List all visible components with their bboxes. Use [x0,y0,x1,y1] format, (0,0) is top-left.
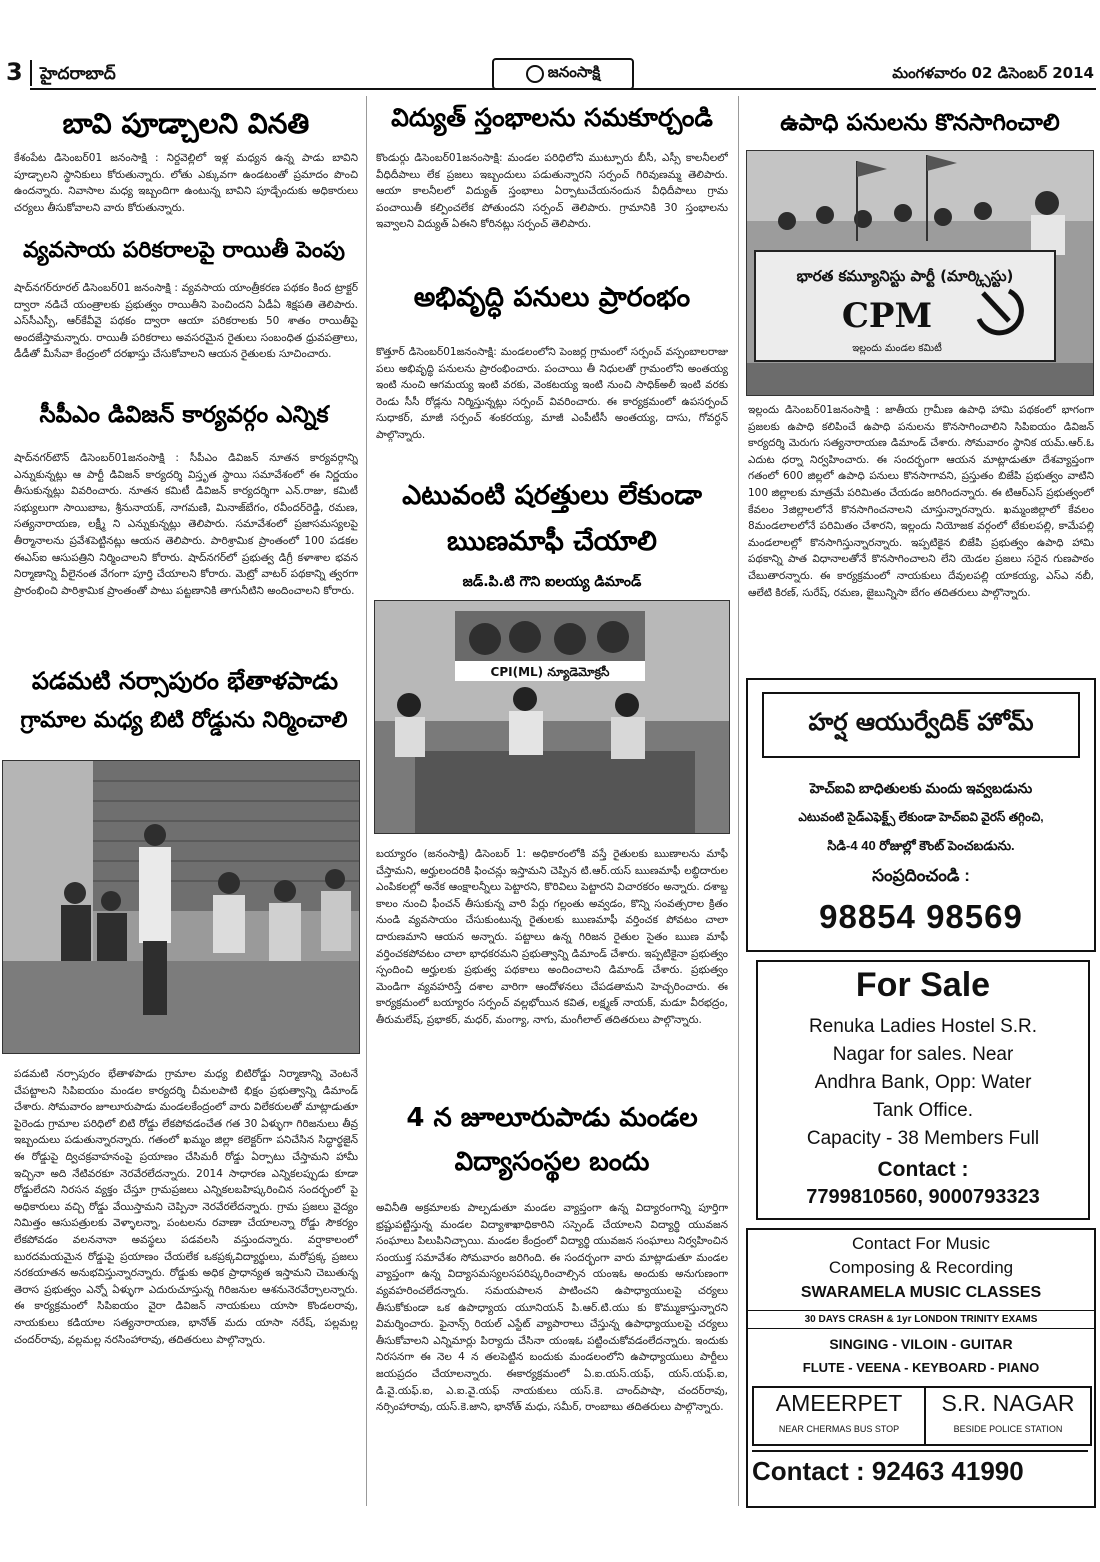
page-number: 3 [6,58,23,86]
article-upadhi-body: ఇల్లందు డిసెంబర్01జనంసాక్షి : జాతీయ గ్రామీణ ఉపాధి హామి పథకంలో భాగంగా ప్రజలకు ఉపాధి కలిపించే ఉపాధి పనులను కొనసాగించాలిని సిపిఐయం డివిజన్ కార్యదర్శి మెరుగు సత్యనారాయణ డిమాండ్ చేశారు. సోమవారం స్థానిక యమ్.ఆర్.ఓ ఎదుట ధర్నా నిర్వహించారు. ఈ సందర్భంగా ఆయన మాట్లాడుతూ దేశవ్యాప్తంగా గతంలో 600 జిల్లలో ఉపాధి పనులు కొనసాగావని, ప్రస్తుతం బిజేపి ప్రభుత్వం వాటిని 100 జిల్లాలకు మాత్రమే పరిమితం చేయడం జరిగిందన్నారు. ఈ టిఆర్ఎస్ ప్రభుత్వంలో కేవలం 3జిల్లాలలోనే కొనసాగించనాలని చూస్తున్నారన్నారు. ఖమ్మంజిల్లాలో కేవలం 8మండలాలలోనే పరిమితం చేశారని, ఇల్లందు నియోజక వర్గంలో టేకులపల్లి, కామేపల్లి మండలాలల్లో కొనసాగిస్తున్నారన్నారు. ఇప్పటికైన బిజేపి ప్రభుత్వం ఉపాధి హామి పథకాన్ని పాత విధానాలతోనే కొనసాగించాలని లేని యెడల ప్రజలు సరైన గుణపాఠం చేబుతారన్నారు. ఈ కార్యక్రమంలో నాయకులు దేవులపల్లి యాకయ్య, ఎస్ఎ నబీ, ఆలేటి కిరణ్, సురేష్, రమణ, జైబున్నిసా బేగం తదితరులు పాల్గొన్నారు. [748,404,1094,599]
ad-music-branch2: S.R. NAGAR [941,1390,1075,1416]
headline-julurupadu-line2: విద్యాసంస్థల బందు [454,1147,650,1177]
ad-for-sale-line4: Tank Office. [873,1100,973,1121]
paper-name: జనంసాక్షి [547,63,601,81]
masthead-date: మంగళవారం 02 డిసెంబర్ 2014 [892,64,1094,82]
banner-cpm-text: CPM [841,296,933,336]
ad-ayurvedic-line3: సిడి-4 40 రోజుల్లో కౌంట్ పెంచబడును. [827,838,1015,853]
photo-press-meet [374,600,730,834]
headline-runamafi-line1: ఎటువంటి షరత్తులు లేకుండా [402,480,702,511]
headline-julurupadu-line1: 4 న జూలూరుపాడు మండల [406,1103,698,1133]
ad-for-sale-title: For Sale [855,966,991,1004]
ad-music-instruments-2: FLUTE - VEENA - KEYBOARD - PIANO [802,1360,1040,1375]
ad-ayurvedic-line1: హెచ్ఐవి బాధితులకు మందు ఇవ్వబడును [809,780,1033,796]
ad-for-sale-line3: Andhra Bank, Opp: Water [814,1072,1032,1093]
article-vyavasaya-body: షాద్‌నగర్‌రూరల్ డిసెంబర్01 జనంసాక్షి : వ్యవసాయ యాంత్రీకరణ పథకం కింద ట్రాక్టర్ ద్వారా నడిచే యంత్రాలకు ప్రభుత్వం రాయితీని పెంచిందని ఏడీఏ శిక్షపతి తెలిపారు. ఎస్‌సీఎస్పీ, ఆర్‌కేవీవై పథకం ద్వారా ఆయా పరికరాలకు 50 శాతం రాయితీపై అందజేస్తామన్నారు. రాయితీ పరికరాలు అవసరమైన రైతులు సంబంధిత ధ్రువపత్రాలు, డీడీతో మీసేవా కేంద్రంలో దరఖాస్తు చేసుకోవాలని ఆయన రైతులకు సూచించారు. [14,282,358,361]
article-bavi-body: కేశంపేట డిసెంబర్01 జనంసాక్షి : నిర్దవెల్లిలో ఇళ్ల మధ్యన ఉన్న పాడు బావిని పూడ్చాలని స్థానికులు కోరుతున్నారు. లోతు ఎక్కువగా ఉండటంతో ప్రమాదం పొంచి ఉందన్నారు. నివాసాల మధ్య ఇబ్బందిగా ఉంటున్న బావిని పూడ్చేందుకు అధికారులు చర్యలు తీసుకోవాలని వారు కోరుతున్నారు. [14,152,358,214]
ad-music-contact[interactable]: Contact : 92463 41990 [752,1450,1088,1487]
column-divider-1 [366,96,367,1506]
headline-padamati-line2: గ్రామాల మధ్య బిటి రోడ్డును నిర్మించాలి [20,708,348,733]
masthead-rule [30,88,1096,90]
article-abhivruddhi-body: కొత్తూర్ డిసెంబర్01జనంసాక్షి: మండలంలోని పెంజర్ల గ్రామంలో సర్పంచ్ వస్పంబాలరాజు పలు అభివృద్ధి పనులను ప్రారంభించారు. పంచాయి తీ నిధులతో గ్రామంలోని అంతయ్య ఇంటి నుంచి ఆగమయ్య ఇంటి వరకు, వెంకటయ్య ఇంటి నుంచి సాధిక్‌అలీ ఇంటి వరకు రెండు సీసీ రోడ్లను నిర్మిస్తున్నట్లు సర్పంచ్ వివరించారు. ఈ కార్యక్రమంలో ఉపసర్పంచ్ సుధాకర్, మాజీ సర్పంచ్ శంకరయ్య, మాజీ ఎంపీటీసీ అంతయ్య, దాసు, గోవర్ధన్ పాల్గొన్నారు. [376,346,728,441]
headline-bavi: బావి పూడ్చాలని వినతి [62,107,310,140]
ad-for-sale-contact-label: Contact : [877,1158,969,1181]
article-runamafi-subhead: జడ్.పి.టి గౌని ఐలయ్య డిమాండ్ [462,574,642,590]
headline-abhivruddhi: అభివృద్ధి పనులు ప్రారంభం [413,282,691,313]
ad-for-sale-line2: Nagar for sales. Near [832,1044,1014,1065]
photo-villagers-meeting [2,760,360,1054]
ad-for-sale-phones[interactable]: 7799810560, 9000793323 [806,1186,1040,1208]
ad-ayurvedic-contact-label: సంప్రదించండి : [872,866,970,885]
ad-for-sale[interactable] [756,960,1090,1220]
ad-for-sale-line5: Capacity - 38 Members Full [806,1128,1040,1149]
ad-ayurvedic[interactable] [746,678,1096,952]
article-julurupadu-body: అవినీతి అక్రమాలకు పాల్పడుతూ మండల వ్యాప్తంగా ఉన్న విద్యారంగాన్ని పూర్తిగా భ్రష్టుపట్టిస్తున్న మండల విద్యాశాఖాధికారిని సస్పెండ్ చేయాలని విద్యార్థి యువజన సంఘాలు పిలుపినిచ్చాయి. మండల కేంద్రంలో విద్యార్థి యువజన సంఘాలు నిర్వహించిన సంయుక్త సమావేశం సోమవారం జరిగింది. ఈ సందర్భంగా వారు మాట్లాడుతూ మండల వ్యాప్తంగా ఉన్న విద్యాసమస్యలసపరిష్కరించాల్సిన యంఇఓ అందుకు అనుగుణంగా వ్యవహరించలేదన్నారు. సమయపాలన పాటించని ఉపాధ్యాయులపై చర్యలు తీసుకోకుండా ఒక ఉపాధ్యాయ యూనియన్ పి.ఆర్.టి.యు కు కొమ్ముకాస్తున్నారని విమర్శించారు. ఫైనాన్స్ రియల్ ఎస్టేట్ వ్యాపారాలు చేస్తున్న ఉపాధ్యాయులపై చర్యలు తీసుకోవాలని ఎన్నిమార్లు పిర్యాదు చేసినా యంఇఓ పట్టించుకోవడంలేదన్నారు. ఇందుకు నిరసనగా ఈ నెల 4 న తలపెట్టిన బందుకు మండలంలోని ఉపాధ్యాయులు పార్టీలు జయప్రదం చేయాలన్నారు. ఈకార్యక్రమంలో ఏ.ఐ.యస్.యఫ్, యస్.యఫ్.ఐ, డి.వై.యఫ్.ఐ, ఎ.ఐ.వై.యఫ్ నాయకులు యస్.కె. చాంద్‌పాషా, చందర్‌రావు, నర్సింహారావు, యస్.కె.జాని, భానోత్ మధు, సమీర్, రాంబాబు తదితరులు పాల్గొన్నారు. [376,1202,728,1414]
ad-music-instruments-1: SINGING - VILOIN - GUITAR [829,1336,1013,1352]
ad-music-line2: Composing & Recording [828,1258,1014,1277]
article-cpm-division-body: షాద్‌నగర్‌టౌన్ డిసెంబర్01జనంసాక్షి : సీపీఎం డివిజన్ నూతన కార్యవర్గాన్ని ఎన్నుకున్నట్లు ఆ పార్టీ డివిజన్ కార్యదర్శి విస్తృత స్థాయి సమావేశంలో ఈ నిర్ణయం తీసుకున్నట్లు వివరించారు. నూతన కమిటీ డివిజన్ కార్యదర్శిగా ఎన్.రాజు, కమిటీ సభ్యులుగా సాయిబాబ, శ్రీనునాయక్, నాగమణి, మినాజ్‌బేగం, రవీందర్‌రెడ్డి, రమణ, సత్యనారాయణ, లక్ష్మీ ని ఎన్నుకున్నట్లు తెలిపారు. సమావేశంలో ప్రజాసమస్యలపై తీర్మానాలను ప్రవేశపెట్టినట్లు ఆయన తెలిపారు. పారిశ్రామిక ప్రాంతంలో 100 పడకల ఈఎస్ఐ ఆసుపత్రిని నిర్మించాలని కోరారు. షాద్‌నగర్‌లో ప్రభుత్వ డిగ్రీ కళాశాల భవన నిర్మాణాన్ని వీలైనంత వేగంగా పూర్తి చేయాలని కోరారు. మెట్రో వాటర్ పథకాన్ని త్వరగా ప్రారంభించి పారిశ్రామిక ప్రాంతంతో పాటు పట్టణానికి తాగునీటిని అందించాలని కోరారు. [14,452,358,597]
ad-music-line1: Contact For Music [852,1234,990,1253]
ad-ayurvedic-title: హర్ష ఆయుర్వేదిక్ హోమ్ [808,708,1034,736]
ad-music-name: SWARAMELA MUSIC CLASSES [800,1284,1042,1301]
headline-padamati-line1: పడమటి నర్సాపురం భేతాళపాడు [31,667,339,695]
article-runamafi-body: బయ్యారం (జనంసాక్షి) డిసెంబర్ 1: అధికారంలోకి వస్తే రైతులకు ఋణాలను మాఫీ చేస్తామని, అర్హులందరికి ఫించన్లు ఇస్తామని చెప్పిన టి.ఆర్.యస్ ఋణమాఫీ లబ్ధిదారుల ఎంపికలల్లో అనేక ఆంక్షాలన్నీలు పెట్టారని, కొరివిలు పెట్టారని విచారకరం అన్నారు. దశాబ్ద కాలం నుంచి ఫీంచన్ తీసుకున్న వారి పేర్లు గల్లంతు అవ్వడం, కొన్ని సంవత్సరాల క్రితం నుండి వ్యవసాయం చేసుకుంటున్న రైతులకు ఋణమాఫీ వర్తించక పోవటం చాలా దారుణమాని ఆయన అన్నారు. పట్టాలు ఉన్న గిరిజన రైతుల సైతం ఋణ మాఫీ వర్తించకపోవటం చాలా భాధకరమని ప్రభుత్వాన్ని డిమాండ్ చేశారు. ఇప్పటికైనా ప్రభుత్వం స్పందించి అర్హులకు ప్రభుత్వ పథకాలు అందించాలని డిమాండ్ చేశారు. ప్రభుత్వం మెండిగా వ్యవహరిస్తే దశాల వారిగా ఆందోళనలు చేపడతామని హెచ్చరించారు. ఈ కార్యక్రమంలో బయ్యారం సర్పంచ్ వల్లభోయిన కవిత, లక్ష్మణ్ నాయక్, మడూ వీరభద్రం, తీరుమలేష్, ప్రభాకర్, మధర్, మంగ్యా, నాగు, మంగీలాల్ తదితరులు పాల్గొన్నారు. [376,848,728,1026]
column-divider-2 [738,96,739,1506]
masthead-logo [492,58,634,90]
ad-music-branches [752,1386,1092,1446]
ad-music-branch1-sub: NEAR CHERMAS BUS STOP [778,1424,900,1434]
page-number-divider [30,60,32,86]
meeting-banner-text: CPI(ML) న్యూడెమోక్రసీ [490,665,610,679]
headline-vidyut: విద్యుత్ స్తంభాలను సమకూర్చండి [391,103,713,132]
logo-emblem-icon [526,65,544,83]
ad-music-branch1: AMEERPET [775,1390,903,1416]
headline-cpm-division: సీపీఎం డివిజన్ కార్యవర్గం ఎన్నిక [39,402,329,428]
banner-party-text: భారత కమ్యూనిస్టు పార్టీ (మార్క్సిస్టు) [796,267,1014,285]
ad-music[interactable] [746,1228,1096,1508]
ad-music-branch2-sub: BESIDE POLICE STATION [953,1424,1063,1434]
photo-cpm-dharna [746,150,1094,396]
article-vidyut-body: కొండుర్గు డిసెంబర్01జనంసాక్షి: మండల పరిధిలోని ముట్పూరు బీసీ, ఎస్సీ కాలనీలలో వీధిదీపాలు లేక ప్రజలు ఇబ్బందులు పడుతున్నారని సర్పంచ్ గిరివుణమ్మ తెలిపారు. ఆయా కాలనీలలో విద్యుత్ స్తంభాలు ఏర్పాటుచేయనందున వీధిదీపాలు గ్రామ పంచాయితీ కల్పించలేక పోతుందని సర్పంచ్ తెలిపారు. గ్రామానికి 30 స్తంభాలను ఇవ్వాలని విద్యుత్ ఏఈని కోరినట్లు సర్పంచ్ తెలిపారు. [376,152,728,231]
article-padamati-body: పడమటి నర్సాపురం భేతాళపాడు గ్రామాల మధ్య బిటిరోడ్డు నిర్మాణాన్ని వెంటనే చేపట్టాలని సిపిఐయం మండల కార్యదర్శి చీమలపాటి భిక్షం ప్రభుత్వాన్ని డిమాండ్ చేశారు. సోమవారం జూలూరుపాడు మండలకేంద్రంలో వారు విలేకరులతో మాట్లాడుతూ పైరెండు గ్రామాల పరిధిలో బిటి రోడ్డు లేకపోవడంచేత గత 30 ఏళ్ళుగా గిరిజనులు తీవ్ర ఇబ్బందులు పడుతున్నారన్నారు. గతంలో ఖమ్మం జిల్లా కలెక్టర్‌గా పనిచేసిన సిద్ధార్థజైన్ ఈ రోడ్డుపై ద్విచక్రవాహనంపై ప్రయాణం చేసిమరీ రోడ్డు ఏర్పాటు చేస్తామని హామీ ఇచ్చినా అది నేటివరకూ నెరవేరలేదన్నారు. 2014 సాధారణ ఎన్నికలప్పుడు కూడా రోడ్డులేదని నిరసన వ్యక్తం చేస్తూ గ్రామప్రజలు ఎన్నికలబహిష్కరించిన సందర్భంలో పై అధికారులు వచ్చి రోడ్డు వేయిస్తామని చెప్పినా నెరవేరలేదన్నారు. గ్రామ ప్రజలు వైద్యం నిమిత్తం ఆసుపత్రులకు వెళ్ళాలన్నా, పంటలను రవాణా చేయాలన్నా రోడ్డు సౌకర్యం లేకపోవడం వలననానా అవస్థలు పడవలసి వస్తుందన్నారు. వర్షాకాలంలో బురదమయమైన రోడ్డుపై ప్రయాణం చేయలేక ఒకప్రక్కవిద్యార్థులు, మరోప్రక్క ప్రజలు నరకయాతన అనుభవిస్తున్నారన్నారు. రోడ్డుకు అధిక ప్రాధాన్యత ఇస్తామని చెబుతున్న తెరాస ప్రభుత్వం ఎన్నో ఏళ్ళుగా ఎదురుచూస్తున్న గిరిజనుల ఆశనునెరవేర్చాలన్నారు. ఈ కార్యక్రమంలో సిపిఐయం వైరా డివిజన్ నాయకులు యాసా కొండలరావు, నాయకులు కడియాల సత్యనారాయణ, భానోత్ మదు యాసా నరేష్, పల్లమల్ల చందర్‌రావు, వల్లమల్ల నరసింహారావు, తదితరులు పాల్గొన్నారు. [14,1068,358,1346]
masthead-city: హైదరాబాద్ [40,64,116,84]
headline-runamafi-line2: ఋణమాఫీ చేయాలి [447,526,657,557]
ad-ayurvedic-phone[interactable]: 98854 98569 [819,898,1023,935]
ad-ayurvedic-line2: ఎటువంటి సైడ్‌ఎఫెక్ట్స్ లేకుండా హెచ్ఐవి వైరస్ తగ్గించి, [798,810,1044,824]
headline-upadhi: ఉపాధి పనులను కొనసాగించాలి [780,110,1060,136]
ad-music-crash: 30 DAYS CRASH & 1yr LONDON TRINITY EXAMS [748,1310,1094,1329]
headline-vyavasaya: వ్యవసాయ పరికరాలపై రాయితీ పెంపు [23,238,345,263]
ad-ayurvedic-title-box [762,692,1080,758]
ad-for-sale-line1: Renuka Ladies Hostel S.R. [808,1016,1038,1037]
banner-sub-text: ఇల్లందు మండల కమిటీ [852,343,942,354]
